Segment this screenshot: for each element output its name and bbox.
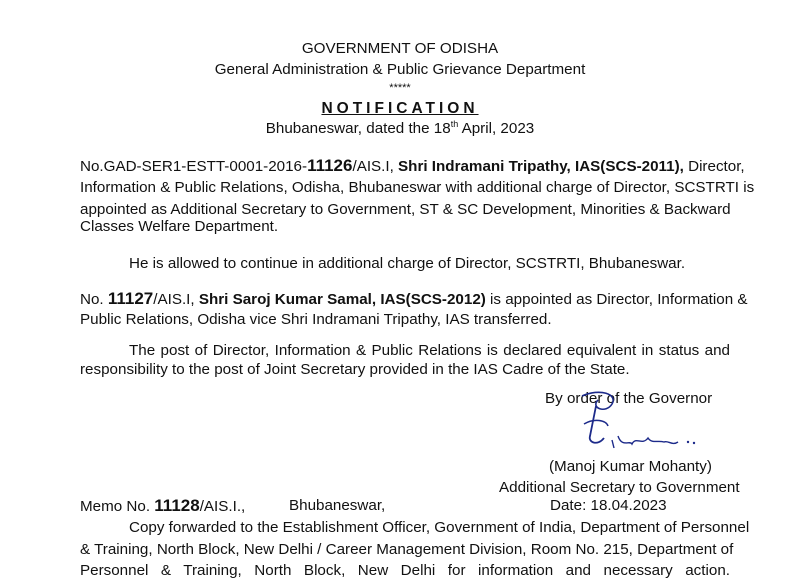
memo-prefix: Memo No. xyxy=(80,498,155,515)
officer-name-1: Shri Indramani Tripathy, IAS(SCS-2011), xyxy=(398,158,684,175)
memo-number: 11128 xyxy=(154,496,200,515)
para4-line2: responsibility to the post of Joint Secretary provided in the IAS Cadre of the State. xyxy=(80,361,630,378)
handwritten-signature xyxy=(560,388,720,458)
para3-line1 xyxy=(80,289,748,309)
stars-divider: ***** xyxy=(389,82,411,94)
dated-prefix: Bhubaneswar, dated the 18 xyxy=(265,120,451,137)
para2: He is allowed to continue in additional charge of Director, SCSTRTI, Bhubaneswar. xyxy=(129,255,686,272)
para3-prefix: No. xyxy=(80,291,108,308)
ref-number: 11126 xyxy=(307,156,353,175)
memo-suffix: /AIS.I., xyxy=(199,498,246,515)
para4-line1: The post of Director, Information & Public Relations is declared equivalent in status and xyxy=(129,342,730,359)
para1-line3: appointed as Additional Secretary to Government, ST & SC Development, Minorities & Backward xyxy=(80,201,731,218)
memo-place: Bhubaneswar, xyxy=(289,497,386,514)
dated-superscript: th xyxy=(450,118,459,129)
para1-line1-rest: Director, xyxy=(683,158,745,175)
department-title: General Administration & Public Grievance Department xyxy=(214,61,586,78)
memo-number-line xyxy=(80,497,245,516)
memo-line3: Personnel & Training, North Block, New Delhi for information and necessary action. xyxy=(80,562,730,579)
para3-line2: Public Relations, Odisha vice Shri Indramani Tripathy, IAS transferred. xyxy=(80,311,552,328)
government-title: GOVERNMENT OF ODISHA xyxy=(301,40,499,57)
signatory-name: (Manoj Kumar Mohanty) xyxy=(549,458,712,475)
memo-line2: & Training, North Block, New Delhi / Career Management Division, Room No. 215, Department of xyxy=(80,541,734,558)
para1-line2: Information & Public Relations, Odisha, Bhubaneswar with additional charge of Director, SCSTRTI is xyxy=(80,179,755,196)
signatory-designation: Additional Secretary to Government xyxy=(499,479,740,496)
para3-number: 11127 xyxy=(107,289,154,308)
memo-date: Date: 18.04.2023 xyxy=(550,497,667,514)
dated-line xyxy=(0,120,800,138)
ref-prefix: No.GAD-SER1-ESTT-0001-2016- xyxy=(80,158,308,175)
memo-line1: Copy forwarded to the Establishment Officer, Government of India, Department of Personnel xyxy=(129,519,750,536)
notification-heading: NOTIFICATION xyxy=(321,100,479,117)
para3-line1-rest: is appointed as Director, Information & xyxy=(485,291,748,308)
para1-line4: Classes Welfare Department. xyxy=(80,218,279,235)
para1-line1 xyxy=(80,156,745,176)
ref-suffix: /AIS.I, xyxy=(352,158,399,175)
officer-name-2: Shri Saroj Kumar Samal, IAS(SCS-2012) xyxy=(198,291,486,308)
by-order-line: By order of the Governor xyxy=(545,390,713,407)
dated-suffix: April, 2023 xyxy=(458,120,535,137)
para3-suffix: /AIS.I, xyxy=(153,291,199,308)
